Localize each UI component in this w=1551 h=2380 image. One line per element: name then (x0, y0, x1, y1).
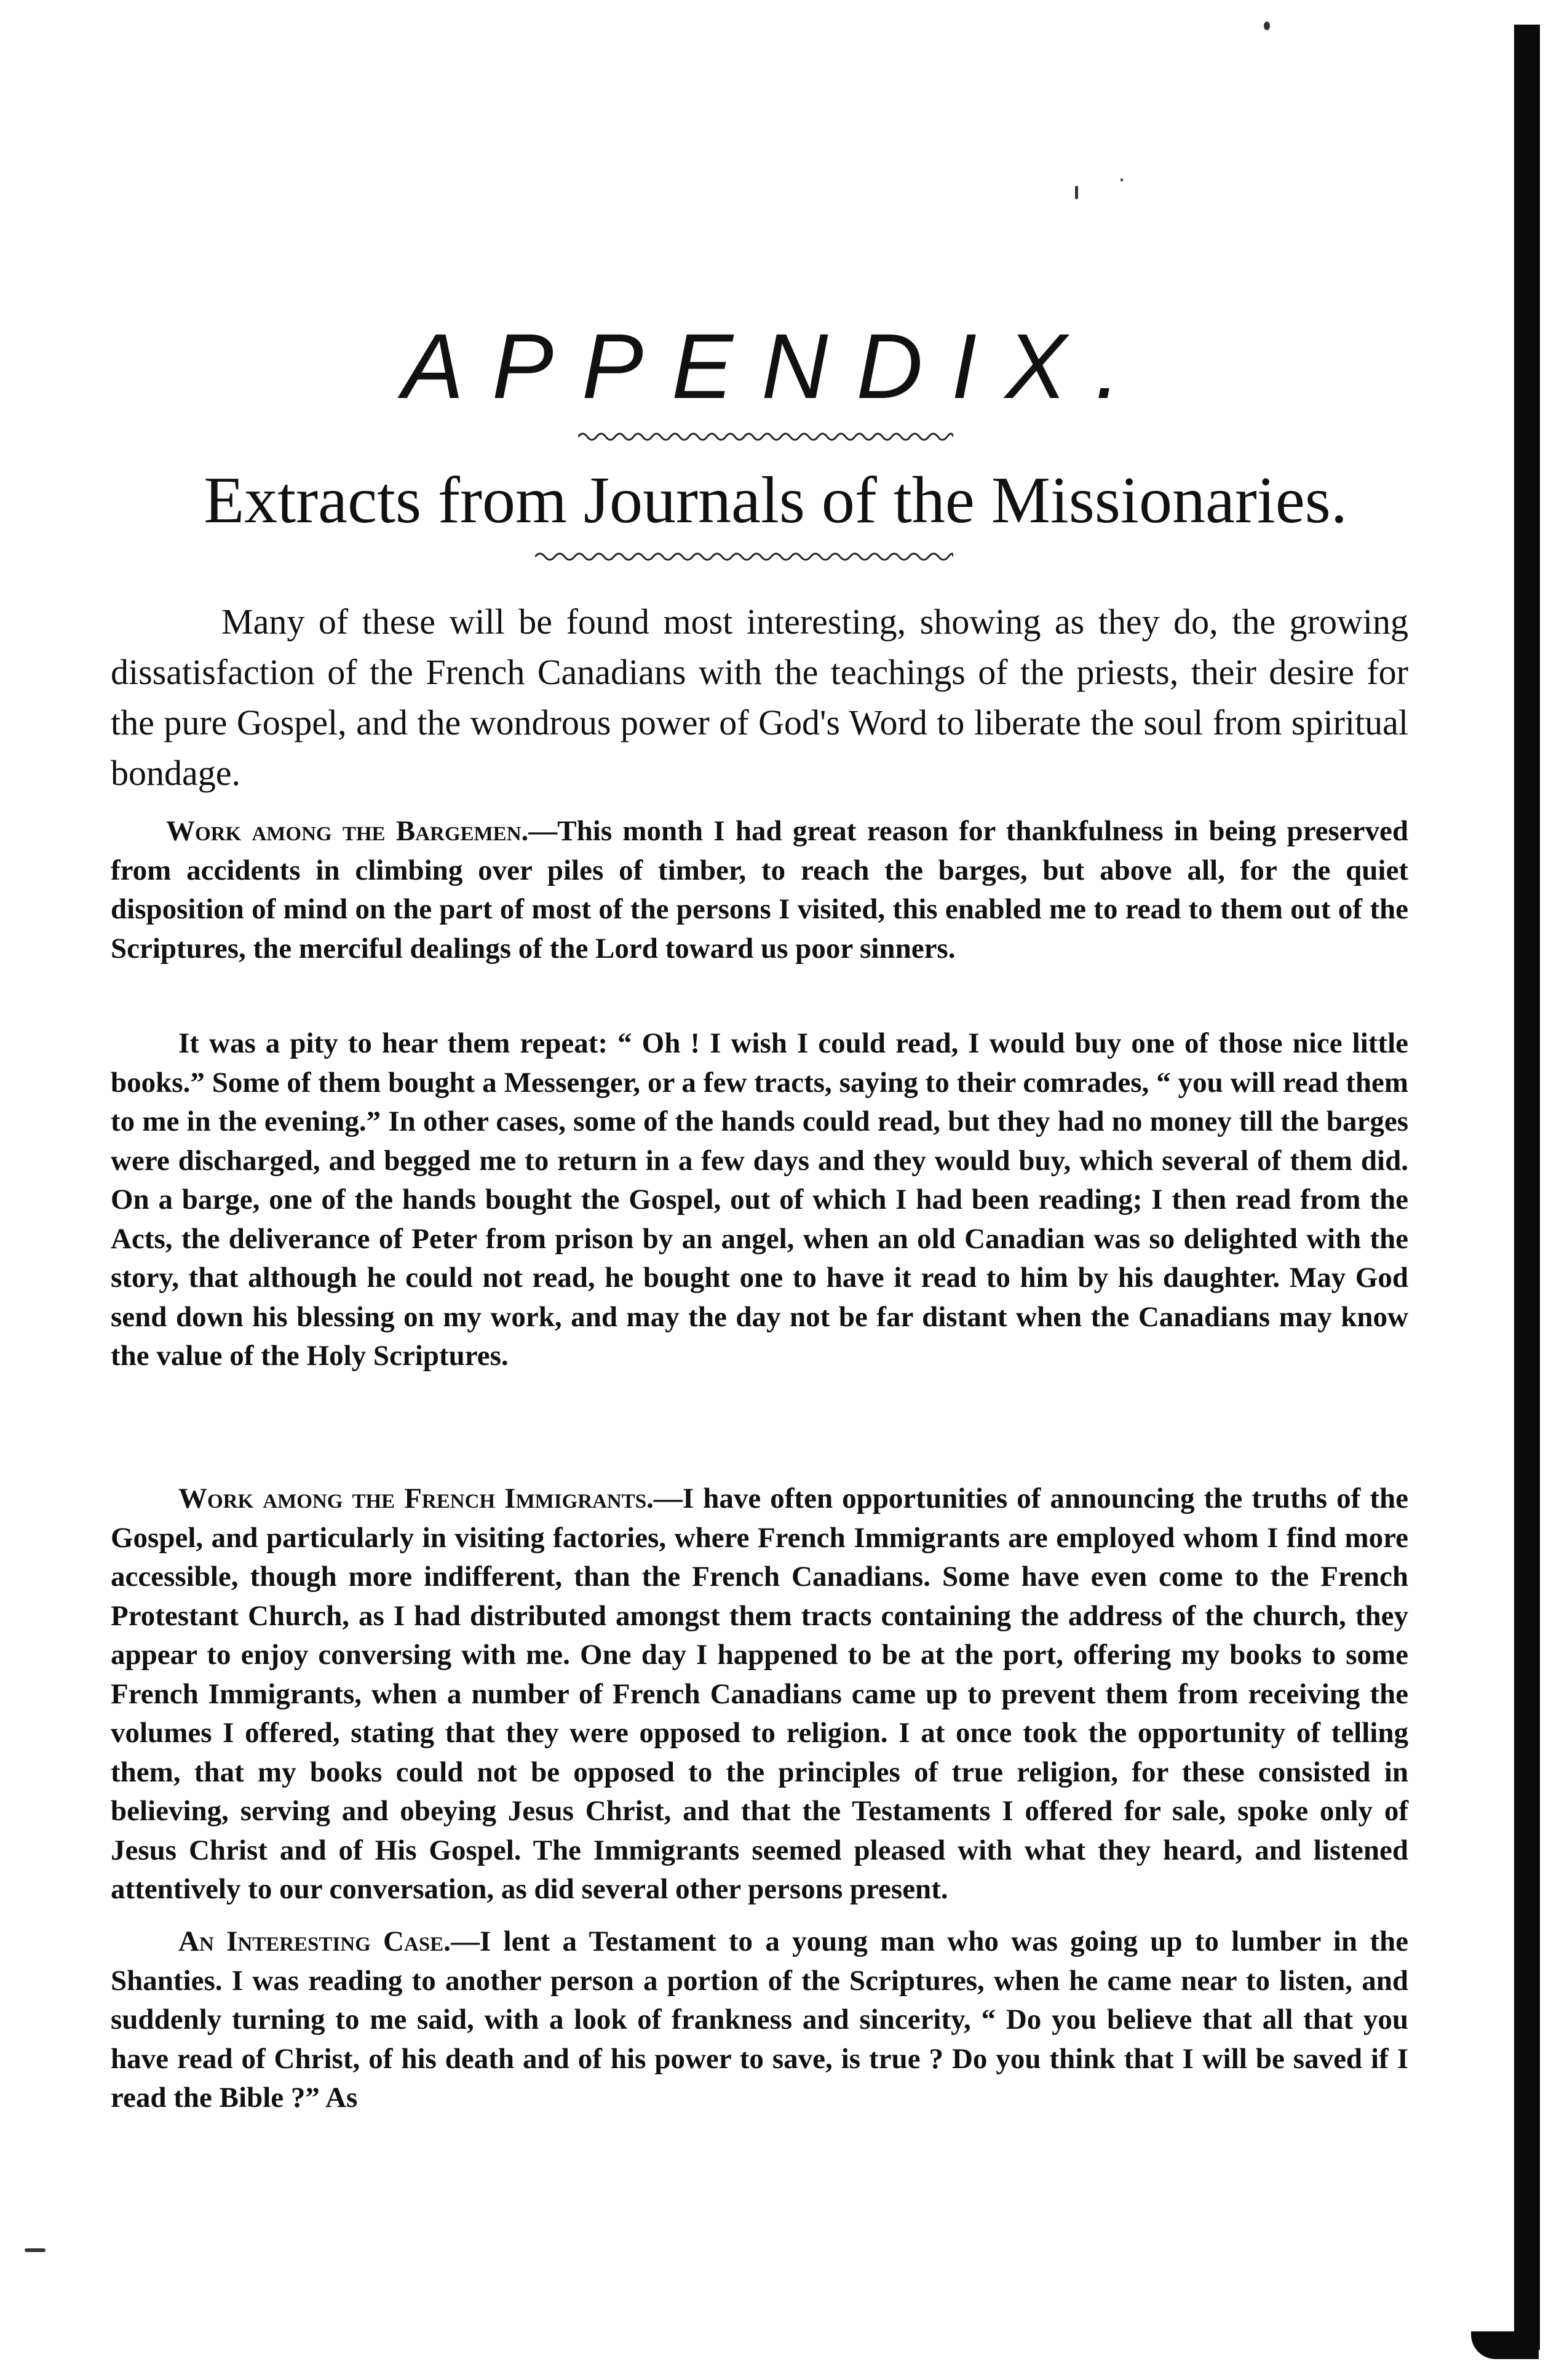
journal-paragraph (111, 1479, 1408, 1909)
paragraph-text: It was a pity to hear them repeat: “ Oh ! I wish I could read, I would buy one of those nice little books.” Some of them bought a Messenger, or a few tracts, saying to their comrades, “ you will read them to me in the evening.” In other cases, some of the hands could read, but they had no money till the barges were discharged, and begged me to return in a few days and they would buy, which several of them did. On a barge, one of the hands bought the Gospel, out of which I had been reading; I then read from the Acts, the deliverance of Peter from prison by an angel, when an old Canadian was so delighted with the story, that although he could not read, he bought one to have it read to him by his daughter. May God send down his blessing on my work, and may the day not be far distant when the Canadians may know the value of the Holy Scriptures. (111, 1027, 1408, 1372)
decorative-rule (535, 551, 953, 563)
ink-speck (1264, 22, 1270, 30)
ink-speck (1075, 186, 1078, 199)
paragraph-lead: An Interesting Case. (178, 1925, 451, 1957)
paragraph-text: —I have often opportunities of announcing the truths of the Gospel, and particularly in visiting factories, where French Immigrants are employed whom I find more accessible, though more indifferent, than the French Canadians. Some have even come to the French Protestant Church, as I had distributed amongst them tracts containing the address of the church, they appear to enjoy conversing with me. One day I happened to be at the port, offering my books to some French Immigrants, when a number of French Canadians came up to prevent them from receiving the volumes I offered, stating that they were opposed to religion. I at once took the opportunity of telling them, that my books could not be opposed to the principles of true religion, for these consisted in believing, serving and obeying Jesus Christ, and that the Testaments I offered for sale, spoke only of Jesus Christ and of His Gospel. The Immigrants seemed pleased with what they heard, and listened attentively to our conversation, as did several other persons present. (111, 1483, 1408, 1905)
paragraph-text: —I lent a Testament to a young man who was going up to lumber in the Shanties. I was reading to another person a portion of the Scriptures, when he came near to listen, and suddenly turning to me said, with a look of frankness and sincerity, “ Do you believe that all that you have read of Christ, of his death and of his power to save, is true ? Do you think that I will be saved if I read the Bible ?” As (111, 1925, 1408, 2114)
binding-edge-corner (1471, 2331, 1539, 2359)
appendix-heading: APPENDIX. (402, 314, 1149, 418)
decorative-rule (578, 431, 953, 443)
ink-speck (1121, 178, 1123, 181)
journal-paragraph (111, 1024, 1408, 1376)
ink-speck (25, 2248, 46, 2252)
paragraph-text: —This month I had great reason for thankfulness in being preserved from accidents in climbing over piles of timber, to reach the barges, but above all, for the quiet disposition of mind on the part of most of the persons I visited, this enabled me to read to them out of the Scriptures, the merciful dealings of the Lord toward us poor sinners. (111, 815, 1408, 965)
intro-paragraph: Many of these will be found most interesting, showing as they do, the growing dissatisfaction of the French Canadians with the teachings of the priests, their desire for the pure Gospel, and the wondrous power of God's Word to liberate the soul from spiritual bondage. (111, 602, 1408, 793)
paragraph-lead: Work among the French Immigrants. (178, 1483, 654, 1514)
journal-subheading: Extracts from Journals of the Missionaries. (204, 464, 1347, 537)
journal-paragraph (111, 812, 1408, 968)
paragraph-lead: Work among the Bargemen. (166, 815, 529, 847)
journal-paragraph (111, 1922, 1408, 2118)
